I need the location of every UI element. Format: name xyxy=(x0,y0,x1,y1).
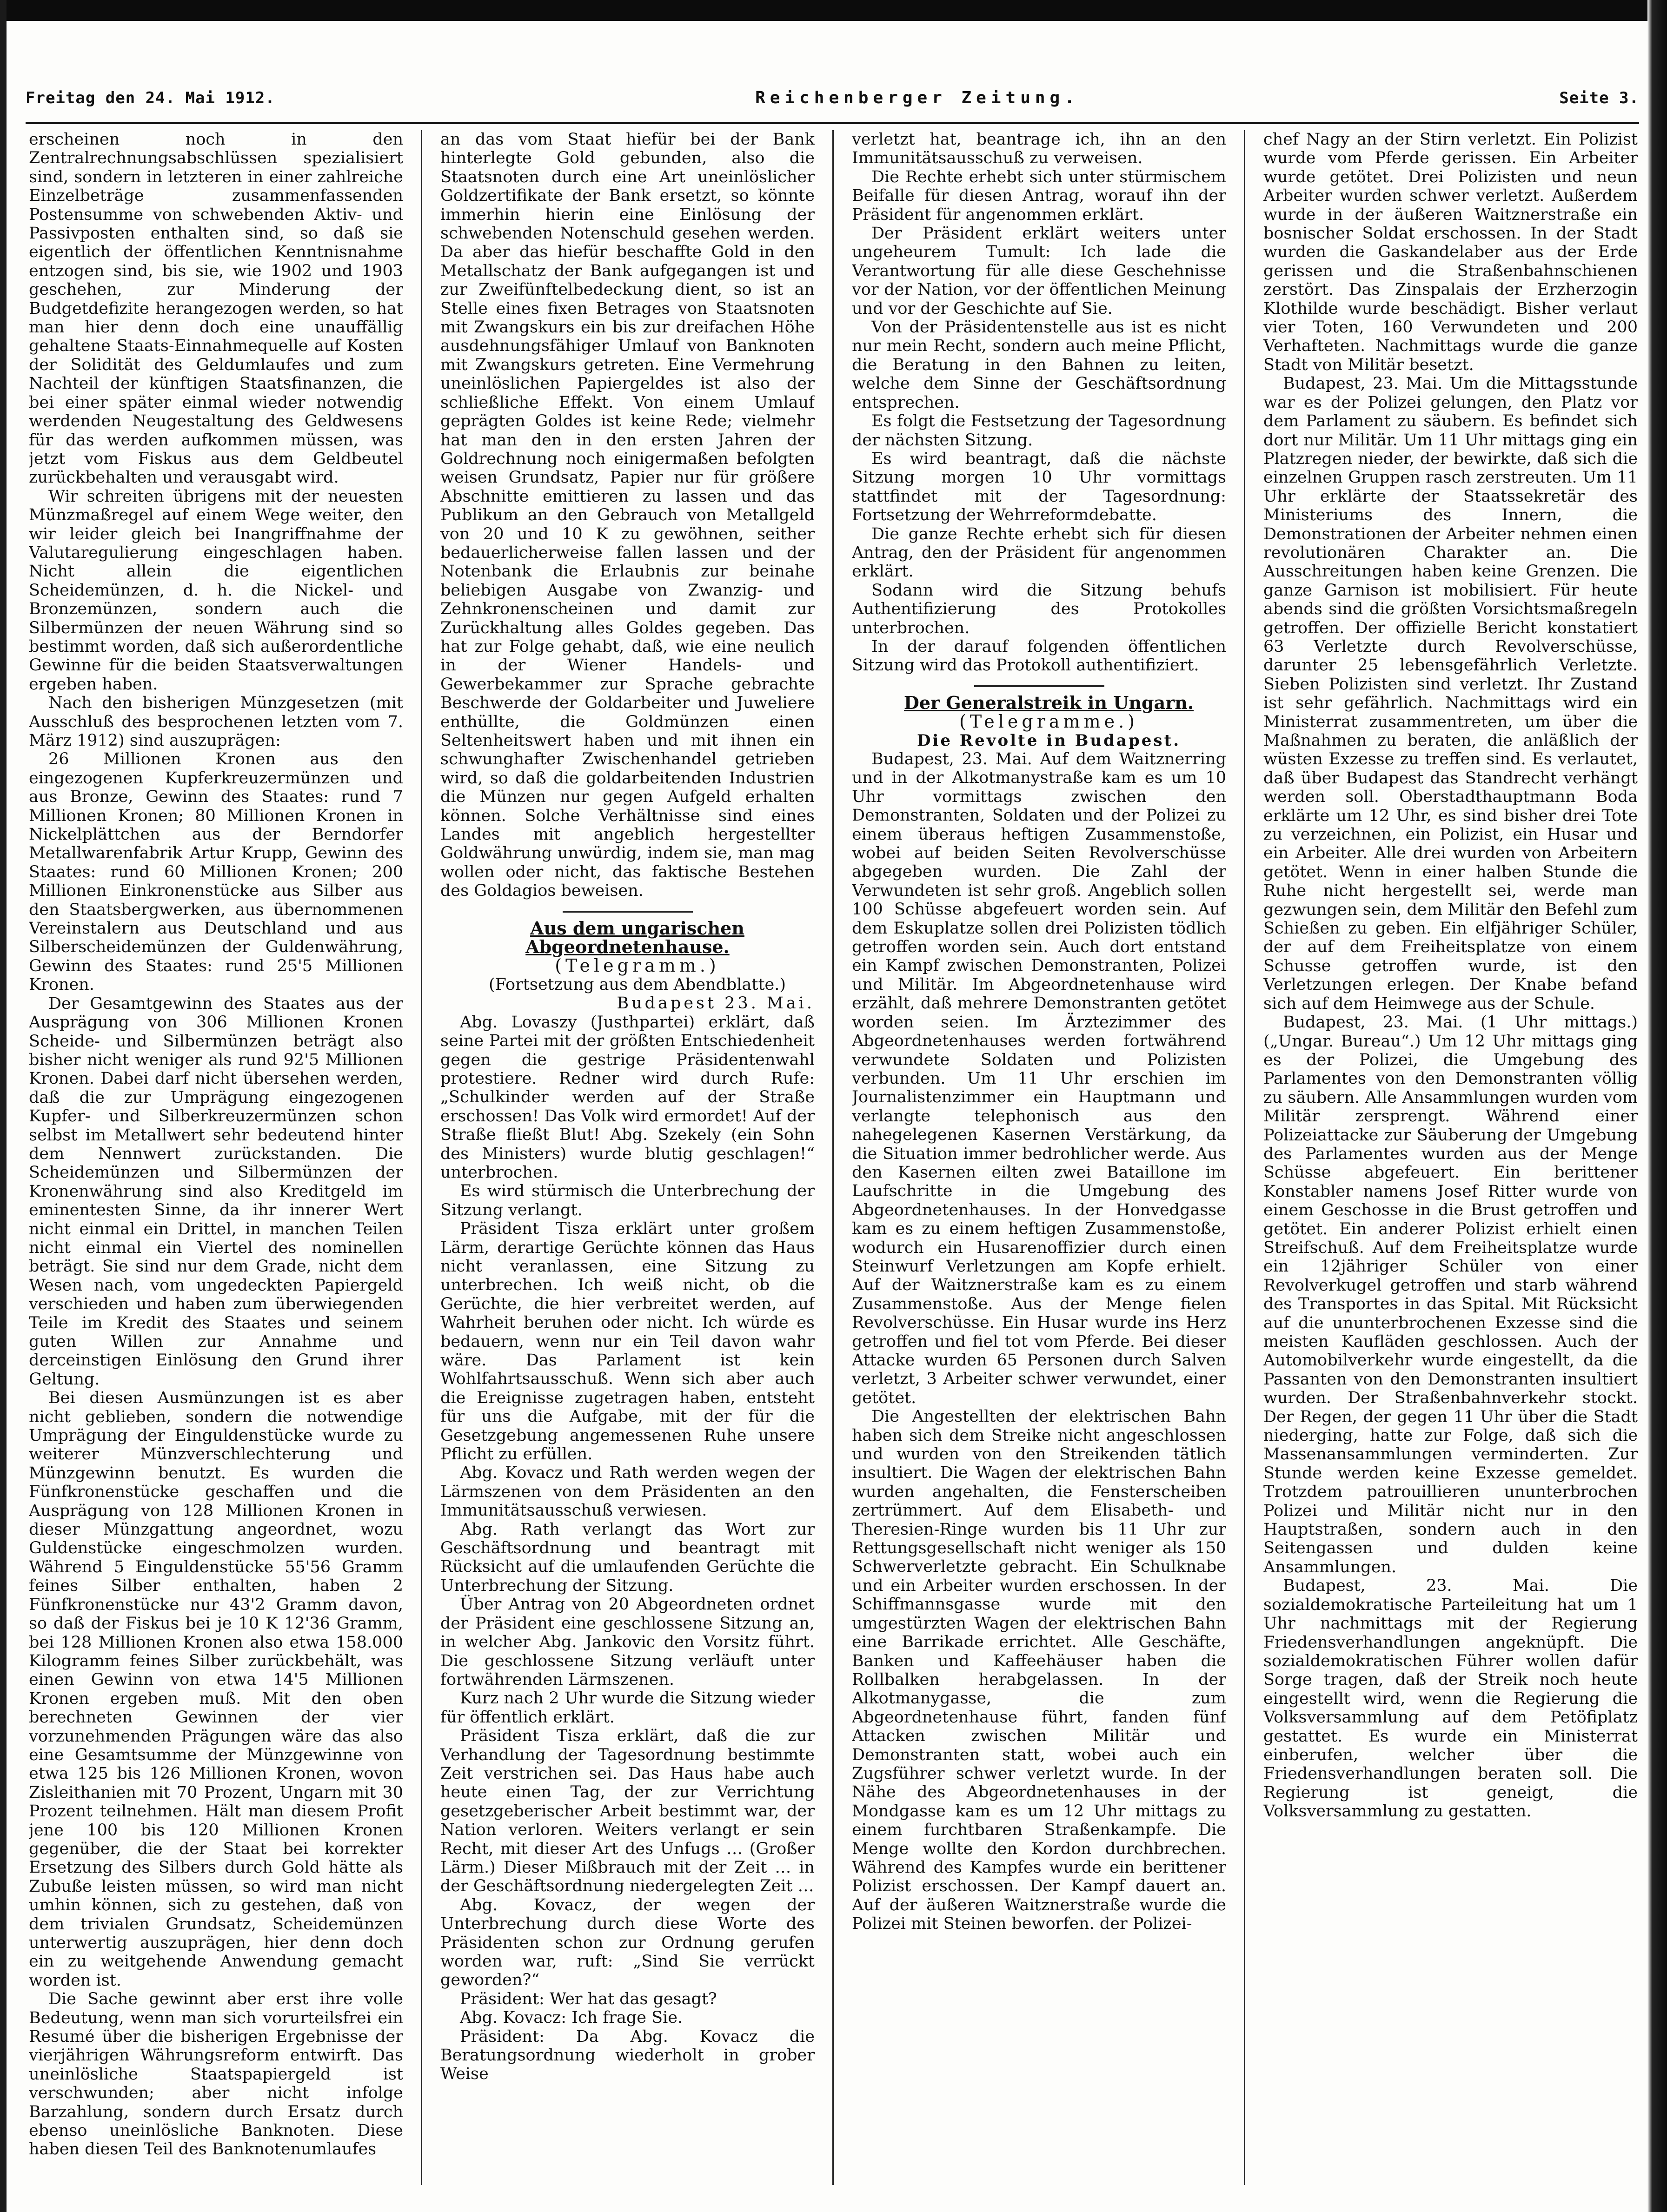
column-rule xyxy=(421,130,422,2185)
scan-border-right xyxy=(1647,0,1667,2212)
paragraph: Budapest, 23. Mai. Um die Mittagsstunde war es der Polizei gelungen, den Platz vor dem Parlament zu säubern. Es befindet sich dort nur Militär. Um 11 Uhr mittags ging ein Platzregen nieder, der bewirkte, daß sich die einzelnen Gruppen rasch zerstreuten. Um 11 Uhr erklärte der Staatssekretär des Ministeriums des Innern, die Demonstrationen der Arbeiter nehmen einen revolutionären Charakter an. Die Ausschreitungen haben keine Grenzen. Die ganze Garnison ist mobilisiert. Für heute abends sind die größten Vorsichtsmaßregeln getroffen. Der offizielle Bericht konstatiert 63 Verletzte durch Revolverschüsse, darunter 25 lebensgefährlich Verletzte. Sieben Polizisten sind verletzt. Ihr Zustand ist sehr gefährlich. Nachmittags wird ein Ministerrat zusammentreten, um über die Maßnahmen zu beraten, die anläßlich der wüsten Exzesse zu treffen sind. Es verlautet, daß über Budapest das Standrecht verhängt werden soll. Oberstadthauptmann Boda erklärte um 12 Uhr, es sind bisher drei Tote zu verzeichnen, ein Polizist, ein Husar und ein Arbeiter. Alle drei wurden von Arbeitern getötet. Wenn in einer halben Stunde die Ruhe nicht hergestellt sei, werde man gezwungen sein, dem Militär den Befehl zum Schießen zu geben. Ein elfjähriger Schüler, der auf dem Freiheitsplatze von einem Schusse getroffen wurde, ist den Verletzungen erlegen. Der Knabe befand sich auf dem Heimwege aus der Schule. xyxy=(1263,374,1638,1013)
paragraph: Abg. Rath verlangt das Wort zur Geschäftsordnung und beantragt mit Rücksicht auf die umlaufenden Gerüchte die Unterbrechung der Sitzung. xyxy=(440,1520,815,1595)
continuation-note: (Fortsetzung aus dem Abendblatte.) xyxy=(488,975,786,994)
article-headline: Aus dem ungarischen Abgeordnetenhause. xyxy=(525,917,744,958)
paragraph: Von der Präsidentenstelle aus ist es nicht nur mein Recht, sondern auch meine Pflicht, die Beratung in den Bahnen zu leiten, welche dem Sinne der Geschäftsordnung entsprechen. xyxy=(852,318,1226,412)
paragraph: Bei diesen Ausmünzungen ist es aber nicht geblieben, sondern die notwendige Umprägung der Einguldenstücke wurde zu weiterer Münzverschlechterung und Münzgewinn benutzt. Es wurden die Fünfkronenstücke geschaffen und die Ausprägung von 128 Millionen Kronen in dieser Münzgattung angeordnet, wozu Guldenstücke eingeschmolzen wurden. Während 5 Einguldenstücke 55'56 Gramm feines Silber enthalten, haben 2 Fünfkronenstücke nur 43'2 Gramm davon, so daß der Fiskus bei je 10 K 12'36 Gramm, bei 128 Millionen Kronen also etwa 158.000 Kilogramm feines Silber zurückbehält, was einen Gewinn von etwa 14'5 Millionen Kronen ergeben muß. Mit den oben berechneten Gewinnen der vier vorzunehmenden Prägungen wäre das also eine Gesamtsumme der Münzgewinne von etwa 125 bis 126 Millionen Kronen, wovon Zisleithanien mit 70 Prozent, Ungarn mit 30 Prozent teilnehmen. Hält man diesem Profit jene 100 bis 120 Millionen Kronen gegenüber, die der Staat bei korrekter Ersetzung des Silbers durch Gold hätte als Zubuße leisten müssen, so wird man nicht umhin können, sich zu gestehen, daß von dem trivialen Grundsatz, Scheidemünzen unterwertig auszuprägen, hier denn doch ein zu weitgehende Anwendung gemacht worden ist. xyxy=(29,1389,403,1990)
scan-border-top xyxy=(0,0,1667,28)
column-4 xyxy=(1263,130,1638,2185)
paragraph: Wir schreiten übrigens mit der neuesten Münzmaßregel auf einem Wege weiter, den wir leider gleich bei Inangriffnahme der Valutaregulierung eingeschlagen haben. Nicht allein die eigentlichen Scheidemünzen, d. h. die Nickel- und Bronzemünzen, sondern auch die Silbermünzen der neuen Währung sind so bestimmt worden, daß sich außerordentliche Gewinne für die beiden Staatsverwaltungen ergeben haben. xyxy=(29,487,403,694)
paragraph: Budapest, 23. Mai. Auf dem Waitznerring und in der Alkotmanystraße kam es um 10 Uhr vormittags zwischen den Demonstranten, Soldaten und der Polizei zu einem überaus heftigen Zusammenstoße, wobei auf beiden Seiten Revolverschüsse abgegeben wurden. Die Zahl der Verwundeten ist sehr groß. Angeblich sollen 100 Schüsse abgefeuert worden sein. Auf dem Eskuplatze sollen drei Polizisten tödlich getroffen worden sein. Auch dort entstand ein Kampf zwischen Demonstranten, Polizei und Militär. Im Abgeordnetenhause wird erzählt, daß mehrere Demonstranten getötet worden seien. Im Ärztezimmer des Abgeordnetenhauses werden fortwährend verwundete Soldaten und Polizisten verbunden. Um 11 Uhr erschien im Journalistenzimmer ein Hauptmann und verlangte telephonisch aus den nahegelegenen Kasernen Verstärkung, da die Situation immer bedrohlicher werde. Aus den Kasernen eilten zwei Bataillone im Laufschritte in die Umgebung des Abgeordnetenhauses. In der Honvedgasse kam es zu einem heftigen Zusammenstoße, wodurch ein Husarenoffizier durch einen Steinwurf Verletzungen am Kopfe erhielt. Auf der Waitznerstraße kam es zu einem Zusammenstoße. Aus der Menge fielen Revolverschüsse. Ein Husar wurde ins Herz getroffen und fiel tot vom Pferde. Bei dieser Attacke wurden 65 Personen durch Salven verletzt, 3 Arbeiter schwer verwundet, einer getötet. xyxy=(852,750,1226,1407)
paragraph: Abg. Lovaszy (Justhpartei) erklärt, daß seine Partei mit der größten Entschiedenheit gegen die gestrige Präsidentenwahl protestiere. Redner wird durch Rufe: „Schulkinder werden auf der Straße erschossen! Das Volk wird ermordet! Auf der Straße fließt Blut! Abg. Szekely (ein Sohn des Ministers) wurde blutig geschlagen!“ unterbrochen. xyxy=(440,1013,815,1182)
header-date: Freitag den 24. Mai 1912. xyxy=(26,89,275,107)
paragraph: Budapest, 23. Mai. Die sozialdemokratische Parteileitung hat um 1 Uhr nachmittags mit der Regierung Friedensverhandlungen angeknüpft. Die sozialdemokratischen Führer wollen dafür Sorge tragen, daß der Streik noch heute eingestellt wird, wenn die Regierung die Volksversammlung auf dem Petöfiplatz gestattet. Es wurde ein Ministerrat einberufen, welcher über die Friedensverhandlungen beraten soll. Die Regierung ist geneigt, die Volksversammlung zu gestatten. xyxy=(1263,1576,1638,1821)
paragraph: Es wird stürmisch die Unterbrechung der Sitzung verlangt. xyxy=(440,1182,815,1219)
paragraph: chef Nagy an der Stirn verletzt. Ein Polizist wurde vom Pferde gerissen. Ein Arbeiter wurde getötet. Drei Polizisten und neun Arbeiter wurden schwer verletzt. Außerdem wurde in der äußeren Waitznerstraße ein bosnischer Soldat erschossen. In der Stadt wurden die Gaskandelaber aus der Erde gerissen und die Straßenbahnschienen zerstört. Das Zinspalais der Erzherzogin Klothilde wurde beschädigt. Bisher verlaut vier Toten, 160 Verwundeten und 200 Verhafteten. Nachmittags wurde die ganze Stadt von Militär besetzt. xyxy=(1263,130,1638,374)
paragraph: Über Antrag von 20 Abgeordneten ordnet der Präsident eine geschlossene Sitzung an, in welcher Abg. Jankovic den Vorsitz führt. Die geschlossene Sitzung verläuft unter fortwährenden Lärmszenen. xyxy=(440,1595,815,1689)
paragraph: an das vom Staat hiefür bei der Bank hinterlegte Gold gebunden, also die Staatsnoten durch eine Art uneinlöslicher Goldzertifikate der Bank ersetzt, so könnte immerhin hierin eine Einlösung der schwebenden Notenschuld gesehen werden. Da aber das hiefür beschaffte Gold in den Metallschatz der Bank aufgegangen ist und zur Zweifünftelbedeckung dient, so ist an Stelle eines fixen Betrages von Staatsnoten mit Zwangskurs ein bis zur dreifachen Höhe ausdehnungsfähiger Umlauf von Banknoten mit Zwangskurs getreten. Eine Vermehrung uneinlöslichen Papiergeldes ist also der schließliche Effekt. Von einem Umlauf geprägten Goldes ist keine Rede; vielmehr hat man den in den ersten Jahren der Goldrechnung noch einigermaßen befolgten weisen Grundsatz, Papier nur für größere Abschnitte emittieren zu lassen und das Publikum an den Gebrauch von Metallgeld von 20 und 10 K zu gewöhnen, seither bedauerlicherweise fallen lassen und der Notenbank die Erlaubnis zur beinahe beliebigen Ausgabe von Zwanzig- und Zehnkronenscheinen und damit zur Zurückhaltung alles Goldes gegeben. Das hat zur Folge gehabt, daß, wie eine neulich in der Wiener Handels- und Gewerbekammer zur Sprache gebrachte Beschwerde der Goldarbeiter und Juweliere enthüllte, die Goldmünzen einen Seltenheitswert haben und mit ihnen ein schwunghafter Zwischenhandel getrieben wird, so daß die goldarbeitenden Industrien die Münzen nur gegen Aufgeld erhalten können. Solche Verhältnisse sind eines Landes mit angeblich hergestellter Goldwährung unwürdig, indem sie, man mag wollen oder nicht, das faktische Bestehen des Goldagios beweisen. xyxy=(440,130,815,901)
text-columns xyxy=(29,130,1638,2185)
column-2 xyxy=(440,130,815,2185)
paragraph: Sodann wird die Sitzung behufs Authentifizierung des Protokolles unterbrochen. xyxy=(852,581,1226,637)
paragraph: Es folgt die Festsetzung der Tagesordnung der nächsten Sitzung. xyxy=(852,412,1226,450)
paragraph: Nach den bisherigen Münzgesetzen (mit Ausschluß des besprochenen letzten vom 7. März 1912) sind auszuprägen: xyxy=(29,694,403,750)
paragraph: Kurz nach 2 Uhr wurde die Sitzung wieder für öffentlich erklärt. xyxy=(440,1689,815,1727)
paragraph: 26 Millionen Kronen aus den eingezogenen Kupferkreuzermünzen und aus Bronze, Gewinn des Staates: rund 7 Millionen Kronen; 80 Millionen Kronen in Nickelplättchen aus der Berndorfer Metallwarenfabrik Artur Krupp, Gewinn des Staates: rund 60 Millionen Kronen; 200 Millionen Einkronenstücke aus Silber aus den Staatsbergwerken, aus übernommenen Vereinstalern aus Deutschland und aus Silberscheidemünzen der Guldenwährung, Gewinn des Staates: rund 25'5 Millionen Kronen. xyxy=(29,750,403,994)
paragraph: In der darauf folgenden öffentlichen Sitzung wird das Protokoll authentifiziert. xyxy=(852,637,1226,675)
article-subhead: (Telegramme.) xyxy=(959,711,1138,732)
paragraph: Die ganze Rechte erhebt sich für diesen Antrag, den der Präsident für angenommen erklärt. xyxy=(852,524,1226,581)
section-divider xyxy=(563,911,693,913)
scan-border-left xyxy=(0,0,7,2212)
article-subhead: (Telegramm.) xyxy=(555,955,720,976)
column-3 xyxy=(852,130,1226,2185)
page-header xyxy=(26,88,1639,116)
paragraph: Präsident: Da Abg. Kovacz die Beratungsordnung wiederholt in grober Weise xyxy=(440,2027,815,2084)
dateline: Budapest 23. Mai. xyxy=(617,994,815,1013)
article-headline: Der Generalstreik in Ungarn. xyxy=(903,692,1194,713)
paragraph: Abg. Kovacz, der wegen der Unterbrechung durch diese Worte des Präsidenten schon zur Ordnung gerufen worden war, ruft: „Sind Sie verrückt geworden?“ xyxy=(440,1895,815,1990)
paragraph: Der Präsident erklärt weiters unter ungeheurem Tumult: Ich lade die Verantwortung für alle diese Geschehnisse vor der Nation, vor der öffentlichen Meinung und vor der Geschichte auf Sie. xyxy=(852,224,1226,318)
article-subsection: Die Revolte in Budapest. xyxy=(917,731,1181,750)
paragraph: Die Angestellten der elektrischen Bahn haben sich dem Streike nicht angeschlossen und wurden von den Streikenden tätlich insultiert. Die Wagen der elektrischen Bahn wurden angehalten, die Fensterscheiben zertrümmert. Auf dem Elisabeth- und Theresien-Ringe wurden bis 11 Uhr zur Rettungsgesellschaft nicht weniger als 150 Schwerverletzte gebracht. Ein Schulknabe und ein Arbeiter wurden erschossen. In der Schiffmannsgasse wurde mit den umgestürzten Wagen der elektrischen Bahn eine Barrikade errichtet. Alle Geschäfte, Banken und Kaffeehäuser haben die Rollbalken herabgelassen. In der Alkotmanygasse, die zum Abgeordnetenhause führt, fanden fünf Attacken zwischen Militär und Demonstranten statt, wobei auch ein Zugsführer schwer verletzt wurde. In der Nähe des Abgeordnetenhauses in der Mondgasse kam es um 12 Uhr mittags zu einem furchtbaren Straßenkampfe. Die Menge wollte den Kordon durchbrechen. Während des Kampfes wurde ein berittener Polizist erschossen. Der Kampf dauert an. Auf der äußeren Waitznerstraße wurde die Polizei mit Steinen beworfen. der Polizei- xyxy=(852,1407,1226,1934)
paragraph: Abg. Kovacz und Rath werden wegen der Lärmszenen von dem Präsidenten an den Immunitätsausschuß verwiesen. xyxy=(440,1464,815,1520)
paragraph: verletzt hat, beantrage ich, ihn an den Immunitätsausschuß zu verweisen. xyxy=(852,130,1226,168)
paragraph: Abg. Kovacz: Ich frage Sie. xyxy=(460,2008,683,2027)
section-divider xyxy=(974,685,1104,687)
column-rule xyxy=(1244,130,1245,2185)
paragraph: Es wird beantragt, daß die nächste Sitzung morgen 10 Uhr vormittags stattfindet mit der Tagesordnung: Fortsetzung der Wehrreformdebatte. xyxy=(852,449,1226,525)
paragraph: Budapest, 23. Mai. (1 Uhr mittags.) („Ungar. Bureau“.) Um 12 Uhr mittags ging es der Polizei, die Umgebung des Parlamentes von den Demonstranten völlig zu säubern. Alle Ansammlungen wurden vom Militär zersprengt. Während einer Polizeiattacke zur Säuberung der Umgebung des Parlamentes wurden aus der Menge Schüsse abgefeuert. Ein berittener Konstabler namens Josef Ritter wurde von einem Geschosse in die Brust getroffen und getötet. Ein anderer Polizist erhielt einen Streifschuß. Auf dem Freiheitsplatze wurde ein 12jähriger Schüler von einer Revolverkugel getroffen und starb während des Transportes in das Spital. Mit Rücksicht auf die ununterbrochenen Exzesse sind die meisten Kaufläden geschlossen. Auch der Automobilverkehr wurde eingestellt, da die Passanten von den Demonstranten insultiert wurden. Der Straßenbahnverkehr stockt. Der Regen, der gegen 11 Uhr über die Stadt niederging, hatte zur Folge, daß sich die Massenansammlungen verminderten. Zur Stunde werden keine Exzesse gemeldet. Trotzdem patrouillieren ununterbrochen Polizei und Militär nicht nur in den Hauptstraßen, sondern auch in den Seitengassen und dulden keine Ansammlungen. xyxy=(1263,1013,1638,1576)
newspaper-title: Reichenberger Zeitung. xyxy=(755,88,1079,107)
header-rule xyxy=(26,122,1639,124)
page-number: Seite 3. xyxy=(1559,89,1639,107)
paragraph: erscheinen noch in den Zentralrechnungsabschlüssen spezialisiert sind, sondern in letzteren in einer zahlreiche Einzelbeträge zusammenfassenden Postensumme von schwebenden Aktiv- und Passivposten enthalten sind, so daß sie eigentlich der öffentlichen Kenntnisnahme entzogen sind, bis sie, wie 1902 und 1903 geschehen, zur Minderung der Budgetdefizite herangezogen werden, so hat man hier denn doch eine unauffällig gehaltene Staats-Einnahmequelle auf Kosten der Solidität des Geldumlaufes und zum Nachteil der künftigen Staatsfinanzen, die bei einer später einmal wieder notwendig werdenden Neugestaltung des Geldwesens für das werden aufkommen müssen, was jetzt vom Fiskus aus dem Geldbeutel zurückbehalten und verausgabt wird. xyxy=(29,130,403,487)
paragraph: Die Rechte erhebt sich unter stürmischem Beifalle für diesen Antrag, worauf ihn der Präsident für angenommen erklärt. xyxy=(852,167,1226,224)
paragraph: Der Gesamtgewinn des Staates aus der Ausprägung von 306 Millionen Kronen Scheide- und Silbermünzen beträgt also bisher nicht weniger als rund 92'5 Millionen Kronen. Dabei darf nicht übersehen werden, daß die zur Umprägung eingezogenen Kupfer- und Silberkreuzermünzen schon selbst im Metallwert sehr bedeutend hinter dem Nennwert zurückstanden. Die Scheidemünzen und Silbermünzen der Kronenwährung sind also Kreditgeld im eminentesten Sinne, da ihr innerer Wert nicht einmal ein Drittel, in manchen Teilen nicht einmal ein Viertel des nominellen beträgt. Sie sind nur dem Grade, nicht dem Wesen nach, vom ungedeckten Papiergeld verschieden und haben zum überwiegenden Teile im Kredit des Staates und seinem guten Willen zur Annahme und derceinstigen Einlösung den Grund ihrer Geltung. xyxy=(29,994,403,1389)
paragraph: Die Sache gewinnt aber erst ihre volle Bedeutung, wenn man sich vorurteilsfrei ein Resumé über die bisherigen Ergebnisse der vierjährigen Währungsreform entwirft. Das uneinlösliche Staatspapiergeld ist verschwunden; aber nicht infolge Barzahlung, sondern durch Ersatz durch ebenso uneinlösliche Banknoten. Diese haben diesen Teil des Banknotenumlaufes xyxy=(29,1990,403,2159)
column-rule xyxy=(832,130,834,2185)
paragraph: Präsident Tisza erklärt, daß die zur Verhandlung der Tagesordnung bestimmte Zeit verstrichen sei. Das Haus habe auch heute einen Tag, der zur Verrichtung gesetzgeberischer Arbeit bestimmt war, der Nation verloren. Weiters verlangt er sein Recht, mit dieser Art des Unfugs … (Großer Lärm.) Dieser Mißbrauch mit der Zeit … in der Geschäftsordnung niedergelegten Zeit … xyxy=(440,1727,815,1896)
paragraph: Präsident Tisza erklärt unter großem Lärm, derartige Gerüchte können das Haus nicht veranlassen, eine Sitzung zu unterbrechen. Ich weiß nicht, ob die Gerüchte, die hier verbreitet werden, auf Wahrheit beruhen oder nicht. Ich würde es bedauern, wenn nur ein Teil davon wahr wäre. Das Parlament ist kein Wohlfahrtsausschuß. Wenn sich aber auch die Ereignisse zugetragen haben, entsteht für uns die Aufgabe, mit der für die Gesetzgebung angemessenen Ruhe unsere Pflicht zu erfüllen. xyxy=(440,1219,815,1464)
column-1 xyxy=(29,130,403,2185)
paragraph: Präsident: Wer hat das gesagt? xyxy=(460,1989,717,2008)
